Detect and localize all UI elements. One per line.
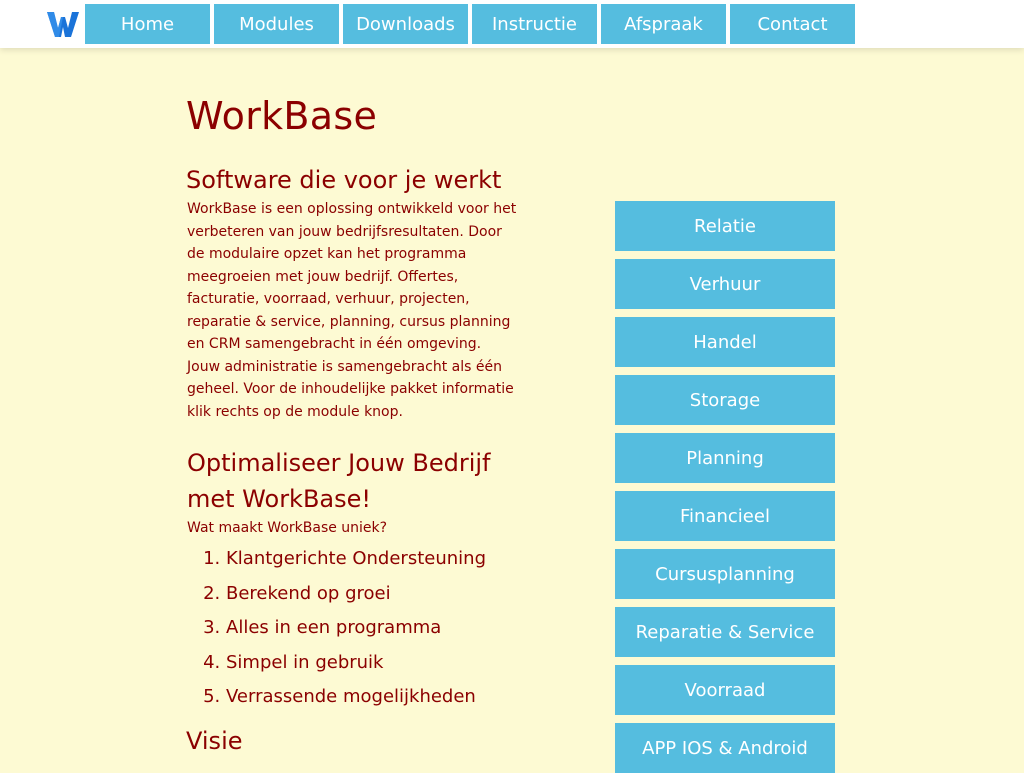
feature-list (186, 542, 526, 715)
nav-home[interactable]: Home (85, 4, 210, 44)
main-nav (85, 4, 855, 44)
visie-heading: Visie (186, 726, 243, 755)
list-item: 5. Verrassende mogelijkheden (226, 680, 526, 715)
module-storage-button[interactable]: Storage (615, 375, 835, 425)
nav-downloads[interactable]: Downloads (343, 4, 468, 44)
module-app-button[interactable]: APP IOS & Android (615, 723, 835, 773)
module-planning-button[interactable]: Planning (615, 433, 835, 483)
optimize-heading: Optimaliseer Jouw Bedrijf met WorkBase! (187, 449, 491, 513)
module-reparatie-service-button[interactable]: Reparatie & Service (615, 607, 835, 657)
intro-paragraph: WorkBase is een oplossing ontwikkeld voor het verbeteren van jouw bedrijfsresultaten. Door de modulaire opzet kan het programma meegroeien met jouw bedrijf. Offertes, facturatie, voorraad, verhuur, projecten, reparatie & service, planning, cursus planning en CRM samengebracht in één omgeving. Jouw administratie is samengebracht als één geheel. Voor de inhoudelijke pakket informatie klik rechts op de module knop. (187, 201, 517, 420)
module-verhuur-button[interactable]: Verhuur (615, 259, 835, 309)
nav-afspraak[interactable]: Afspraak (601, 4, 726, 44)
nav-instructie[interactable]: Instructie (472, 4, 597, 44)
workbase-logo-icon[interactable] (46, 9, 80, 39)
module-financieel-button[interactable]: Financieel (615, 491, 835, 541)
module-buttons (615, 201, 835, 773)
list-item: 4. Simpel in gebruik (226, 646, 526, 681)
unique-question: Wat maakt WorkBase uniek? (187, 520, 388, 536)
nav-contact[interactable]: Contact (730, 4, 855, 44)
list-item: 2. Berekend op groei (226, 577, 526, 612)
list-item: 3. Alles in een programma (226, 611, 526, 646)
main-content (186, 90, 526, 759)
module-voorraad-button[interactable]: Voorraad (615, 665, 835, 715)
list-item: 1. Klantgerichte Ondersteuning (226, 542, 526, 577)
module-cursusplanning-button[interactable]: Cursusplanning (615, 549, 835, 599)
module-relatie-button[interactable]: Relatie (615, 201, 835, 251)
page-title: WorkBase (186, 94, 378, 138)
nav-modules[interactable]: Modules (214, 4, 339, 44)
page-subtitle: Software die voor je werkt (186, 166, 502, 194)
top-navigation-bar (0, 0, 1024, 48)
module-handel-button[interactable]: Handel (615, 317, 835, 367)
